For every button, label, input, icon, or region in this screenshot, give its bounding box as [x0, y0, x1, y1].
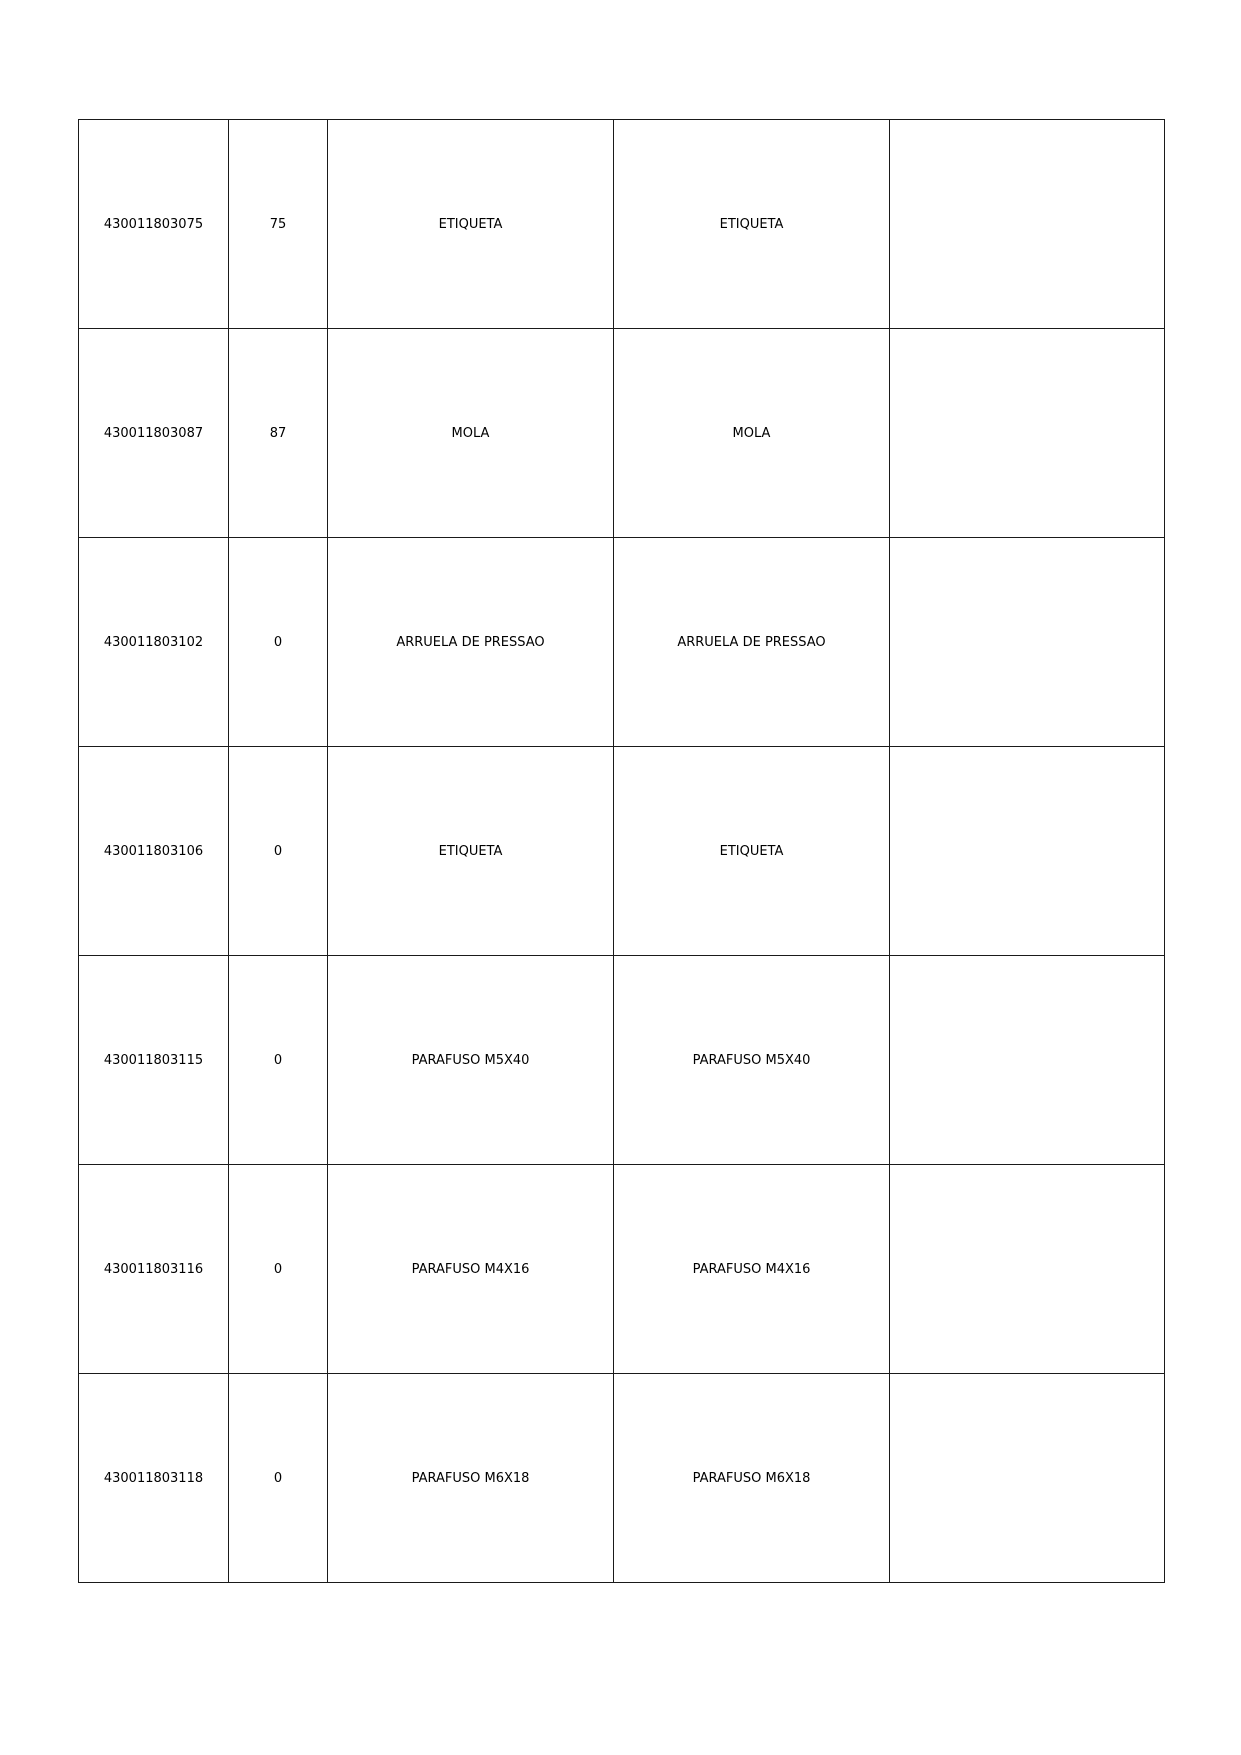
description-cell: PARAFUSO M4X16: [328, 1165, 614, 1374]
parts-table: [78, 119, 1165, 1583]
table-row: [79, 120, 1165, 329]
description-alt-cell: PARAFUSO M5X40: [614, 956, 890, 1165]
description-cell: PARAFUSO M5X40: [328, 956, 614, 1165]
description-cell: PARAFUSO M6X18: [328, 1374, 614, 1583]
description-cell: MOLA: [328, 329, 614, 538]
notes-cell: [890, 329, 1165, 538]
description-alt-cell: ETIQUETA: [614, 120, 890, 329]
description-alt-cell: PARAFUSO M4X16: [614, 1165, 890, 1374]
quantity-cell: 0: [229, 538, 328, 747]
quantity-cell: 0: [229, 956, 328, 1165]
table-row: [79, 329, 1165, 538]
quantity-cell: 0: [229, 1165, 328, 1374]
notes-cell: [890, 747, 1165, 956]
part-code-cell: 430011803115: [79, 956, 229, 1165]
notes-cell: [890, 1165, 1165, 1374]
notes-cell: [890, 1374, 1165, 1583]
table-row: [79, 1374, 1165, 1583]
part-code-cell: 430011803087: [79, 329, 229, 538]
notes-cell: [890, 120, 1165, 329]
table-row: [79, 956, 1165, 1165]
quantity-cell: 0: [229, 747, 328, 956]
part-code-cell: 430011803106: [79, 747, 229, 956]
table-row: [79, 747, 1165, 956]
part-code-cell: 430011803075: [79, 120, 229, 329]
description-alt-cell: ARRUELA DE PRESSAO: [614, 538, 890, 747]
description-alt-cell: MOLA: [614, 329, 890, 538]
part-code-cell: 430011803102: [79, 538, 229, 747]
notes-cell: [890, 956, 1165, 1165]
description-alt-cell: ETIQUETA: [614, 747, 890, 956]
notes-cell: [890, 538, 1165, 747]
description-cell: ETIQUETA: [328, 120, 614, 329]
table-row: [79, 1165, 1165, 1374]
part-code-cell: 430011803118: [79, 1374, 229, 1583]
table-row: [79, 538, 1165, 747]
description-alt-cell: PARAFUSO M6X18: [614, 1374, 890, 1583]
part-code-cell: 430011803116: [79, 1165, 229, 1374]
description-cell: ETIQUETA: [328, 747, 614, 956]
quantity-cell: 87: [229, 329, 328, 538]
description-cell: ARRUELA DE PRESSAO: [328, 538, 614, 747]
quantity-cell: 75: [229, 120, 328, 329]
quantity-cell: 0: [229, 1374, 328, 1583]
